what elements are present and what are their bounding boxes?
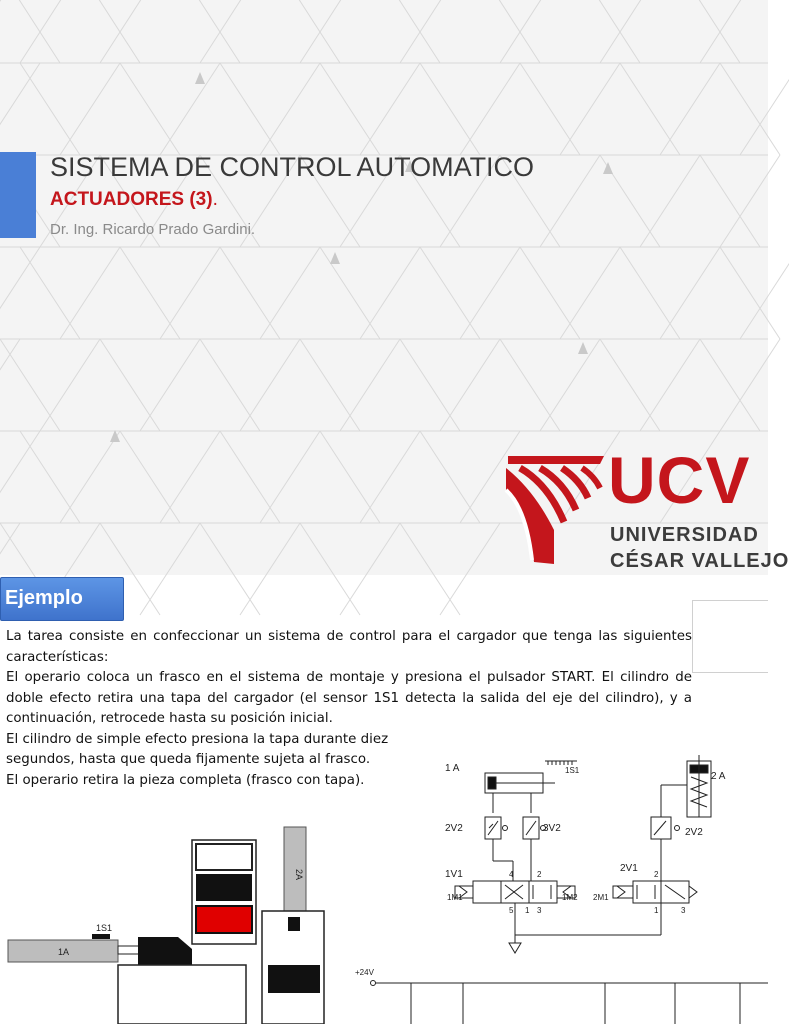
- label-port-2b: 2: [654, 870, 659, 879]
- label-port-3a: 3: [537, 906, 542, 915]
- paragraph: La tarea consiste en confeccionar un sistema de control para el cargador que tenga las siguientes características:: [6, 629, 692, 665]
- label-port-5: 5: [509, 906, 514, 915]
- label-throttle-2v2-right: 2V2: [685, 827, 703, 838]
- label-coil-2m1: 2M1: [593, 893, 609, 902]
- right-margin-box: [692, 600, 768, 673]
- slide-author: Dr. Ing. Ricardo Prado Gardini.: [50, 221, 256, 238]
- pneumatic-circuit-diagram: [355, 755, 768, 1024]
- slide-subtitle: [50, 189, 218, 211]
- label-sensor-1s1: 1S1: [565, 766, 580, 775]
- label-valve-2v1: 2V1: [620, 863, 638, 874]
- label-sensor-1s1: 1S1: [96, 923, 113, 933]
- logo-name-line: CÉSAR VALLEJO: [610, 550, 789, 572]
- label-throttle-2v2: 2V2: [445, 823, 463, 834]
- label-throttle-3v2: 3V2: [543, 823, 561, 834]
- title-accent-bar: [0, 152, 36, 238]
- label-port-2a: 2: [537, 870, 542, 879]
- logo-acronym: UCV: [608, 443, 751, 517]
- slide-subtitle-suffix: .: [212, 189, 218, 210]
- ucv-logo-emblem: [504, 450, 608, 566]
- label-coil-1m2: 1M2: [562, 893, 578, 902]
- label-port-1b: 1: [654, 906, 659, 915]
- label-coil-1m1: 1M1: [447, 893, 463, 902]
- label-port-3b: 3: [681, 906, 686, 915]
- label-port-1a: 1: [525, 906, 530, 915]
- label-supply-24v: +24V: [355, 968, 374, 977]
- machine-drawing: [0, 815, 340, 1024]
- slide-subtitle-text: ACTUADORES (3): [50, 189, 213, 210]
- label-cyl-2a: 2A: [294, 869, 304, 881]
- label-cyl-2a: 2 A: [711, 771, 726, 782]
- slide-title: SISTEMA DE CONTROL AUTOMATICO: [50, 152, 535, 182]
- label-port-4: 4: [509, 870, 514, 879]
- paragraph: El operario retira la pieza completa (frasco con tapa).: [6, 772, 365, 788]
- section-badge: Ejemplo: [0, 577, 124, 621]
- label-cyl-1a: 1A: [58, 947, 70, 957]
- paragraph: El cilindro de simple efecto presiona la tapa durante diez segundos, hasta que queda fijamente sujeta al frasco.: [6, 731, 389, 767]
- label-valve-1v1: 1V1: [445, 869, 463, 880]
- logo-university-line: UNIVERSIDAD: [610, 524, 759, 546]
- paragraph: El operario coloca un frasco en el sistema de montaje y presiona el pulsador START. El cilindro de doble efecto retira una tapa del cargador (el sensor 1S1 detecta la salida del eje del cilindro), y a continuación, retrocede hasta su posición inicial.: [6, 670, 692, 726]
- label-cyl-1a: 1 A: [445, 763, 460, 774]
